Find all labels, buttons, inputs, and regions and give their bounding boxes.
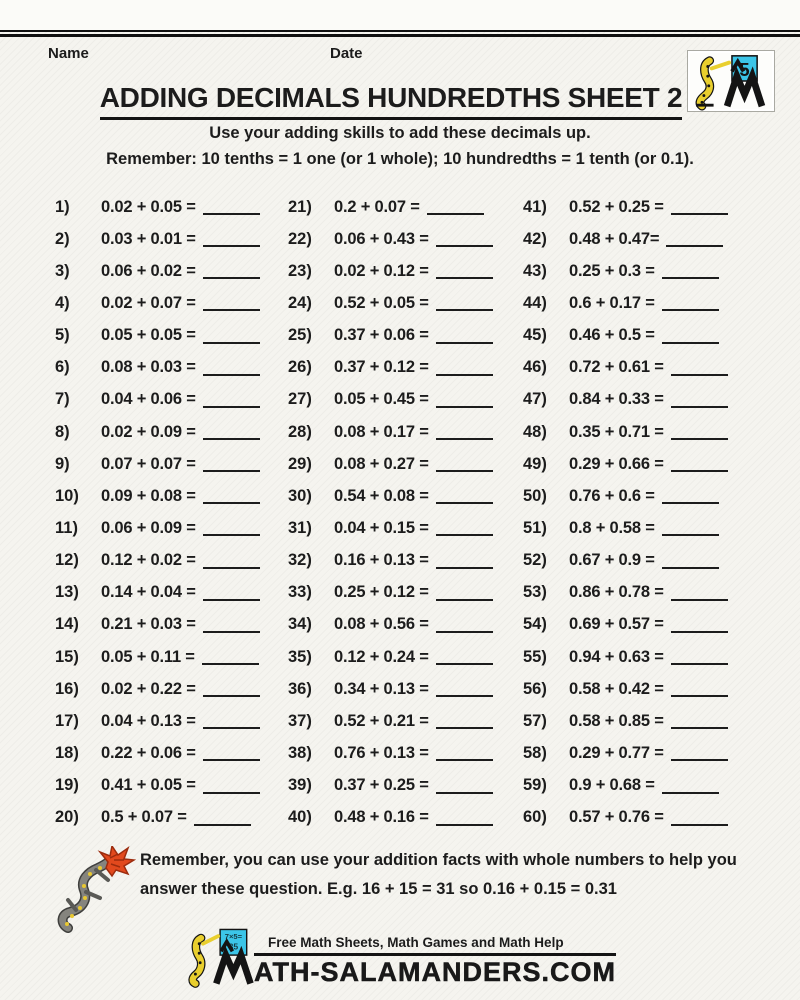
problem-row <box>288 287 506 319</box>
problem-number: 1) <box>55 197 70 216</box>
answer-blank <box>436 792 493 794</box>
answer-blank <box>671 438 728 440</box>
problem-expression: 0.25 + 0.12 = <box>334 583 429 602</box>
answer-blank <box>671 824 728 826</box>
problem-expression: 0.21 + 0.03 = <box>101 615 196 634</box>
problem-row <box>288 255 506 287</box>
problem-row <box>523 480 738 512</box>
salamander-flower-icon <box>56 846 136 934</box>
problem-number: 43) <box>523 261 547 280</box>
problem-number: 19) <box>55 776 79 795</box>
problem-number: 10) <box>55 486 79 505</box>
problem-row <box>288 512 506 544</box>
problem-number: 27) <box>288 390 312 409</box>
answer-blank <box>436 534 493 536</box>
problem-expression: 0.84 + 0.33 = <box>569 390 664 409</box>
problem-row <box>288 320 506 352</box>
problem-number: 55) <box>523 647 547 666</box>
answer-blank <box>203 277 260 279</box>
answer-blank <box>436 470 493 472</box>
answer-blank <box>671 759 728 761</box>
answer-blank <box>436 406 493 408</box>
problem-expression: 0.14 + 0.04 = <box>101 583 196 602</box>
problem-row <box>523 416 738 448</box>
problem-row <box>523 287 738 319</box>
problem-expression: 0.02 + 0.12 = <box>334 261 429 280</box>
problem-row <box>55 673 273 705</box>
problem-row <box>288 641 506 673</box>
problem-expression: 0.8 + 0.58 = <box>569 518 655 537</box>
problem-row <box>55 191 273 223</box>
problem-expression: 0.37 + 0.12 = <box>334 358 429 377</box>
problem-expression: 0.54 + 0.08 = <box>334 486 429 505</box>
problem-row <box>523 448 738 480</box>
problem-number: 34) <box>288 615 312 634</box>
problem-number: 54) <box>523 615 547 634</box>
problem-expression: 0.67 + 0.9 = <box>569 551 655 570</box>
answer-blank <box>203 792 260 794</box>
problem-expression: 0.52 + 0.21 = <box>334 711 429 730</box>
problem-number: 25) <box>288 326 312 345</box>
answer-blank <box>203 406 260 408</box>
header-double-rule <box>0 30 800 37</box>
answer-blank <box>436 663 493 665</box>
answer-blank <box>203 470 260 472</box>
answer-blank <box>662 792 719 794</box>
answer-blank <box>662 342 719 344</box>
problem-number: 47) <box>523 390 547 409</box>
problem-number: 48) <box>523 422 547 441</box>
problem-number: 49) <box>523 454 547 473</box>
answer-blank <box>436 502 493 504</box>
problem-row <box>55 512 273 544</box>
answer-blank <box>436 599 493 601</box>
problem-row <box>523 384 738 416</box>
problem-expression: 0.02 + 0.22 = <box>101 679 196 698</box>
problem-row <box>523 577 738 609</box>
problem-expression: 0.08 + 0.56 = <box>334 615 429 634</box>
problem-number: 23) <box>288 261 312 280</box>
problem-row <box>523 641 738 673</box>
problem-number: 60) <box>523 808 547 827</box>
problem-number: 53) <box>523 583 547 602</box>
answer-blank <box>671 470 728 472</box>
problem-number: 46) <box>523 358 547 377</box>
problem-expression: 0.58 + 0.85 = <box>569 711 664 730</box>
problem-row <box>55 770 273 802</box>
problem-expression: 0.22 + 0.06 = <box>101 743 196 762</box>
problem-row <box>55 705 273 737</box>
problem-number: 28) <box>288 422 312 441</box>
reminder-line-2: answer these question. E.g. 16 + 15 = 31 so 0.16 + 0.15 = 0.31 <box>140 880 617 898</box>
problem-number: 16) <box>55 679 79 698</box>
footer-site-name: ATH-SALAMANDERS.COM <box>254 957 616 987</box>
problem-expression: 0.9 + 0.68 = <box>569 776 655 795</box>
problem-number: 4) <box>55 293 70 312</box>
answer-blank <box>203 695 260 697</box>
problem-expression: 0.04 + 0.06 = <box>101 390 196 409</box>
problem-number: 14) <box>55 615 79 634</box>
problem-number: 39) <box>288 776 312 795</box>
problem-row <box>288 609 506 641</box>
problem-expression: 0.86 + 0.78 = <box>569 583 664 602</box>
problem-number: 26) <box>288 358 312 377</box>
problem-row <box>55 641 273 673</box>
answer-blank <box>203 438 260 440</box>
problem-expression: 0.03 + 0.01 = <box>101 229 196 248</box>
problem-row <box>288 480 506 512</box>
problem-number: 9) <box>55 454 70 473</box>
problem-row <box>55 480 273 512</box>
problem-expression: 0.34 + 0.13 = <box>334 679 429 698</box>
answer-blank <box>203 599 260 601</box>
problem-expression: 0.35 + 0.71 = <box>569 422 664 441</box>
problem-number: 12) <box>55 551 79 570</box>
problem-row <box>55 416 273 448</box>
answer-blank <box>662 567 719 569</box>
problem-number: 15) <box>55 647 79 666</box>
problem-number: 24) <box>288 293 312 312</box>
problem-row <box>523 545 738 577</box>
answer-blank <box>436 824 493 826</box>
problem-number: 59) <box>523 776 547 795</box>
problem-expression: 0.06 + 0.02 = <box>101 261 196 280</box>
problem-row <box>55 802 273 834</box>
problem-row <box>523 705 738 737</box>
problem-expression: 0.08 + 0.03 = <box>101 358 196 377</box>
answer-blank <box>662 309 719 311</box>
problem-number: 31) <box>288 518 312 537</box>
problem-number: 21) <box>288 197 312 216</box>
problems-column-1 <box>55 191 273 834</box>
problem-expression: 0.37 + 0.06 = <box>334 326 429 345</box>
problem-expression: 0.48 + 0.16 = <box>334 808 429 827</box>
problem-row <box>523 255 738 287</box>
problem-expression: 0.12 + 0.24 = <box>334 647 429 666</box>
problem-row <box>523 737 738 769</box>
answer-blank <box>671 374 728 376</box>
problem-row <box>55 448 273 480</box>
problem-expression: 0.29 + 0.66 = <box>569 454 664 473</box>
answer-blank <box>666 245 723 247</box>
answer-blank <box>203 213 260 215</box>
problem-expression: 0.52 + 0.25 = <box>569 197 664 216</box>
instruction-line-2: Remember: 10 tenths = 1 one (or 1 whole); 10 hundredths = 1 tenth (or 0.1). <box>106 150 694 168</box>
problem-row <box>523 609 738 641</box>
problem-row <box>55 609 273 641</box>
problem-row <box>288 223 506 255</box>
problem-row <box>288 770 506 802</box>
problem-number: 11) <box>55 518 78 537</box>
problem-row <box>523 223 738 255</box>
problems-column-2 <box>288 191 506 834</box>
problem-number: 37) <box>288 711 312 730</box>
problem-number: 6) <box>55 358 70 377</box>
problem-number: 20) <box>55 808 79 827</box>
problem-row <box>55 737 273 769</box>
answer-blank <box>436 374 493 376</box>
problem-number: 52) <box>523 551 547 570</box>
problem-expression: 0.05 + 0.11 = <box>101 647 195 666</box>
answer-blank <box>203 309 260 311</box>
answer-blank <box>203 342 260 344</box>
answer-blank <box>662 502 719 504</box>
answer-blank <box>203 759 260 761</box>
answer-blank <box>203 374 260 376</box>
problem-expression: 0.41 + 0.05 = <box>101 776 196 795</box>
problem-row <box>288 384 506 416</box>
answer-blank <box>671 631 728 633</box>
answer-blank <box>202 663 259 665</box>
answer-blank <box>436 309 493 311</box>
problem-number: 40) <box>288 808 312 827</box>
problem-number: 30) <box>288 486 312 505</box>
problem-expression: 0.16 + 0.13 = <box>334 551 429 570</box>
problem-row <box>288 448 506 480</box>
problem-row <box>288 673 506 705</box>
problem-number: 57) <box>523 711 547 730</box>
page-title: ADDING DECIMALS HUNDREDTHS SHEET 2 <box>100 82 683 120</box>
problem-expression: 0.08 + 0.17 = <box>334 422 429 441</box>
answer-blank <box>427 213 484 215</box>
problem-number: 50) <box>523 486 547 505</box>
problem-row <box>523 802 738 834</box>
answer-blank <box>671 599 728 601</box>
problem-expression: 0.06 + 0.09 = <box>101 518 196 537</box>
problem-number: 36) <box>288 679 312 698</box>
problem-expression: 0.5 + 0.07 = <box>101 808 187 827</box>
grade-badge-number: 5 <box>739 59 750 81</box>
problem-expression: 0.52 + 0.05 = <box>334 293 429 312</box>
problem-expression: 0.94 + 0.63 = <box>569 647 664 666</box>
problem-number: 56) <box>523 679 547 698</box>
answer-blank <box>671 695 728 697</box>
problem-expression: 0.69 + 0.57 = <box>569 615 664 634</box>
problem-expression: 0.06 + 0.43 = <box>334 229 429 248</box>
answer-blank <box>203 727 260 729</box>
problem-row <box>288 705 506 737</box>
answer-blank <box>436 695 493 697</box>
problem-number: 29) <box>288 454 312 473</box>
answer-blank <box>662 534 719 536</box>
problem-row <box>55 577 273 609</box>
reminder-note <box>140 846 755 904</box>
problem-number: 42) <box>523 229 547 248</box>
problem-row <box>288 352 506 384</box>
answer-blank <box>662 277 719 279</box>
problem-number: 38) <box>288 743 312 762</box>
answer-blank <box>436 759 493 761</box>
problem-number: 32) <box>288 551 312 570</box>
problem-expression: 0.46 + 0.5 = <box>569 326 655 345</box>
answer-blank <box>671 727 728 729</box>
problem-row <box>523 191 738 223</box>
date-label: Date <box>330 45 363 62</box>
answer-blank <box>203 567 260 569</box>
problem-expression: 0.37 + 0.25 = <box>334 776 429 795</box>
problem-number: 41) <box>523 197 547 216</box>
problem-number: 17) <box>55 711 79 730</box>
problem-expression: 0.04 + 0.15 = <box>334 518 429 537</box>
top-margin-strip <box>0 0 800 30</box>
problem-number: 51) <box>523 518 547 537</box>
problem-number: 35) <box>288 647 312 666</box>
title-wrap <box>0 82 782 120</box>
name-label: Name <box>48 45 89 62</box>
footer-tagline: Free Math Sheets, Math Games and Math Help <box>254 935 616 956</box>
problem-expression: 0.6 + 0.17 = <box>569 293 655 312</box>
problem-expression: 0.02 + 0.07 = <box>101 293 196 312</box>
problem-expression: 0.57 + 0.76 = <box>569 808 664 827</box>
problem-row <box>55 287 273 319</box>
answer-blank <box>203 534 260 536</box>
answer-blank <box>436 245 493 247</box>
problem-row <box>55 384 273 416</box>
salamander-footer-logo-icon <box>184 926 260 988</box>
problem-expression: 0.04 + 0.13 = <box>101 711 196 730</box>
problem-row <box>55 320 273 352</box>
problem-expression: 0.07 + 0.07 = <box>101 454 196 473</box>
problem-row <box>55 255 273 287</box>
problem-row <box>288 737 506 769</box>
footer-brand <box>0 926 800 988</box>
problem-expression: 0.05 + 0.05 = <box>101 326 196 345</box>
answer-blank <box>203 502 260 504</box>
problem-row <box>523 320 738 352</box>
answer-blank <box>203 245 260 247</box>
problem-number: 5) <box>55 326 70 345</box>
problem-number: 44) <box>523 293 547 312</box>
problem-expression: 0.48 + 0.47= <box>569 229 660 248</box>
answer-blank <box>436 277 493 279</box>
problem-row <box>523 352 738 384</box>
problem-expression: 0.76 + 0.13 = <box>334 743 429 762</box>
problem-expression: 0.72 + 0.61 = <box>569 358 664 377</box>
problem-number: 45) <box>523 326 547 345</box>
problem-row <box>523 770 738 802</box>
problem-row <box>55 352 273 384</box>
reminder-line-1: Remember, you can use your addition facts with whole numbers to help you <box>140 851 737 869</box>
problem-row <box>55 545 273 577</box>
problem-number: 7) <box>55 390 70 409</box>
problem-row <box>523 673 738 705</box>
answer-blank <box>671 213 728 215</box>
problem-expression: 0.58 + 0.42 = <box>569 679 664 698</box>
problem-expression: 0.09 + 0.08 = <box>101 486 196 505</box>
footer-text-column <box>254 935 616 988</box>
problem-expression: 0.02 + 0.09 = <box>101 422 196 441</box>
problem-expression: 0.08 + 0.27 = <box>334 454 429 473</box>
problem-row <box>523 512 738 544</box>
answer-blank <box>671 406 728 408</box>
instruction-line-1: Use your adding skills to add these decimals up. <box>209 124 591 142</box>
problem-number: 8) <box>55 422 70 441</box>
problem-row <box>288 802 506 834</box>
problem-number: 33) <box>288 583 312 602</box>
problem-row <box>288 416 506 448</box>
problem-number: 22) <box>288 229 312 248</box>
problem-expression: 0.76 + 0.6 = <box>569 486 655 505</box>
problem-number: 3) <box>55 261 70 280</box>
answer-blank <box>671 663 728 665</box>
answer-blank <box>203 631 260 633</box>
answer-blank <box>194 824 251 826</box>
problem-row <box>55 223 273 255</box>
problem-row <box>288 191 506 223</box>
problem-row <box>288 577 506 609</box>
problem-expression: 0.05 + 0.45 = <box>334 390 429 409</box>
problem-number: 18) <box>55 743 79 762</box>
answer-blank <box>436 342 493 344</box>
problems-column-3 <box>523 191 738 834</box>
answer-blank <box>436 438 493 440</box>
problem-expression: 0.29 + 0.77 = <box>569 743 664 762</box>
problem-number: 13) <box>55 583 79 602</box>
footer-board-line-1: 7×5= <box>224 931 243 941</box>
problem-expression: 0.2 + 0.07 = <box>334 197 420 216</box>
problem-row <box>288 545 506 577</box>
problem-expression: 0.12 + 0.02 = <box>101 551 196 570</box>
footer-board-line-2: 35 <box>228 941 239 952</box>
answer-blank <box>436 727 493 729</box>
answer-blank <box>436 631 493 633</box>
problem-expression: 0.02 + 0.05 = <box>101 197 196 216</box>
problem-number: 2) <box>55 229 70 248</box>
answer-blank <box>436 567 493 569</box>
problem-expression: 0.25 + 0.3 = <box>569 261 655 280</box>
problem-number: 58) <box>523 743 547 762</box>
